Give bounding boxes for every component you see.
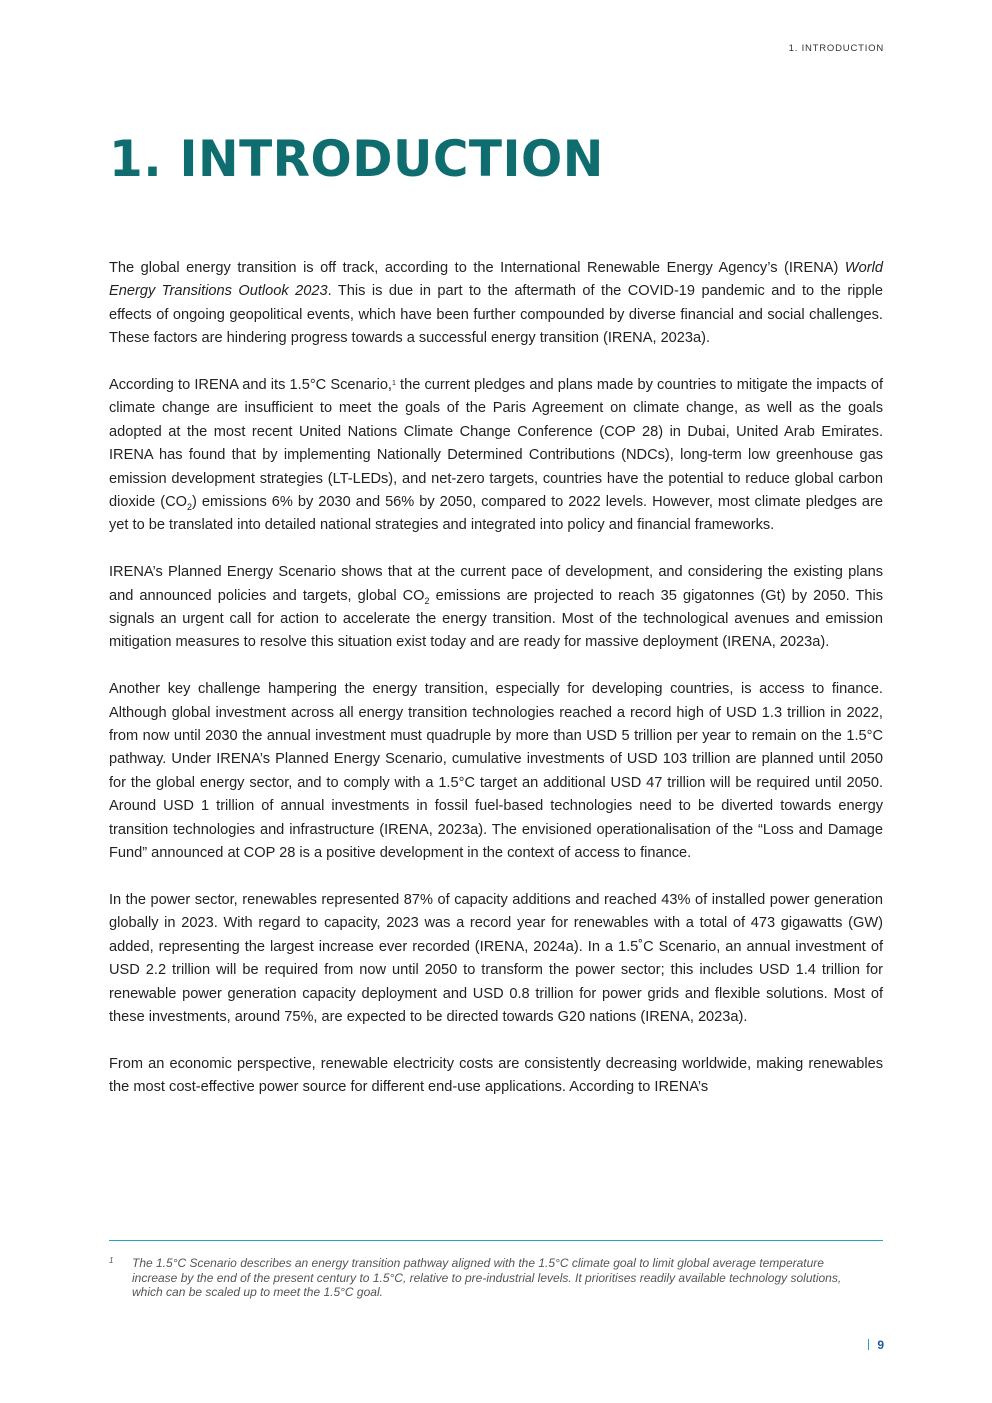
paragraph-2 [109, 374, 883, 538]
paragraph-1 [109, 257, 883, 351]
paragraph-1-text: The global energy transition is off track, according to the International Renewable Energy Agency’s (IRENA) [109, 260, 845, 276]
page-number-divider [868, 1339, 869, 1350]
paragraph-6: From an economic perspective, renewable electricity costs are consistently decreasing worldwide, making renewables the most cost-effective power source for different end-use applications. According to IRENA’s [109, 1055, 883, 1096]
paragraph-2-text: According to IRENA and its 1.5°C Scenario, [109, 377, 392, 394]
body-text [109, 257, 883, 1100]
footnote-divider [109, 1240, 883, 1241]
paragraph-3-text: IRENA’s Planned Energy Scenario shows that at the current pace of development, and considering the existing plans and announced policies and targets, global CO [109, 564, 883, 604]
co2-subscript: 2 [424, 595, 430, 606]
paragraph-3-text-cont: emissions are projected to reach 35 gigatonnes (Gt) by 2050. This signals an urgent call for action to accelerate the energy transition. Most of the technological avenues and emission mitigation measures to resolve this situation exist today and are ready for massive deployment (IRENA, 2023a). [109, 587, 884, 651]
page-title: 1. INTRODUCTION [109, 130, 604, 188]
page-number: 9 [877, 1338, 884, 1352]
paragraph-2-text-end: ) emissions 6% by 2030 and 56% by 2050, compared to 2022 levels. However, most climate pledges are yet to be translated into detailed national strategies and integrated into policy and financial frameworks. [109, 494, 883, 534]
paragraph-4: Another key challenge hampering the energy transition, especially for developing countries, is access to finance. Although global investment across all energy transition technologies reached a record high of USD 1.3 trillion in 2022, from now until 2030 the annual investment must quadruple by more than USD 5 trillion per year to remain on the 1.5°C pathway. Under IRENA’s Planned Energy Scenario, cumulative investments of USD 103 trillion are planned until 2050 for the global energy sector, and to comply with a 1.5°C target an additional USD 47 trillion will be required until 2050. Around USD 1 trillion of annual investments in fossil fuel-based technologies need to be diverted towards energy transition technologies and infrastructure (IRENA, 2023a). The envisioned operationalisation of the “Loss and Damage Fund” announced at COP 28 is a positive development in the context of access to finance. [109, 681, 883, 862]
paragraph-2-text-cont: the current pledges and plans made by countries to mitigate the impacts of climate change are insufficient to meet the goals of the Paris Agreement on climate change, as well as the goals adopted at the most recent United Nations Climate Change Conference (COP 28) in Dubai, United Arab Emirates. IRENA has found that by implementing Nationally Determined Contributions (NDCs), long-term low greenhouse gas emission development strategies (LT-LEDs), and net-zero targets, countries have the potential to reduce global carbon dioxide (CO [109, 377, 884, 511]
paragraph-5: In the power sector, renewables represented 87% of capacity additions and reached 43% of installed power generation globally in 2023. With regard to capacity, 2023 was a record year for renewables with a total of 473 gigawatts (GW) added, representing the largest increase ever recorded (IRENA, 2024a). In a 1.5˚C Scenario, an annual investment of USD 2.2 trillion will be required from now until 2050 to transform the power sector; this includes USD 1.4 trillion for renewable power generation capacity deployment and USD 0.8 trillion for power grids and flexible solutions. Most of these investments, around 75%, are expected to be directed towards G20 nations (IRENA, 2023a). [109, 891, 883, 1025]
footnote-reference[interactable]: 1 [392, 380, 396, 388]
paragraph-1-text-cont: . This is due in part to the aftermath of the COVID-19 pandemic and to the ripple effects of ongoing geopolitical events, which have been further compounded by diverse financial and social challenges. These factors are hindering progress towards a successful energy transition (IRENA, 2023a). [109, 283, 884, 347]
paragraph-3 [109, 561, 883, 655]
footnote-number: 1 [109, 1256, 114, 1265]
page-number-block [868, 1338, 884, 1352]
footnote-text: The 1.5°C Scenario describes an energy transition pathway aligned with the 1.5°C climate goal to limit global average temperature increase by the end of the present century to 1.5°C, relative to pre-industrial levels. It prioritises readily available technology solutions, which can be scaled up to meet the 1.5°C goal. [132, 1256, 842, 1299]
footnote [109, 1256, 869, 1300]
co2-subscript: 2 [187, 501, 193, 512]
running-header: 1. INTRODUCTION [788, 43, 884, 54]
report-title-italic: World Energy Transitions Outlook 2023 [109, 260, 883, 300]
